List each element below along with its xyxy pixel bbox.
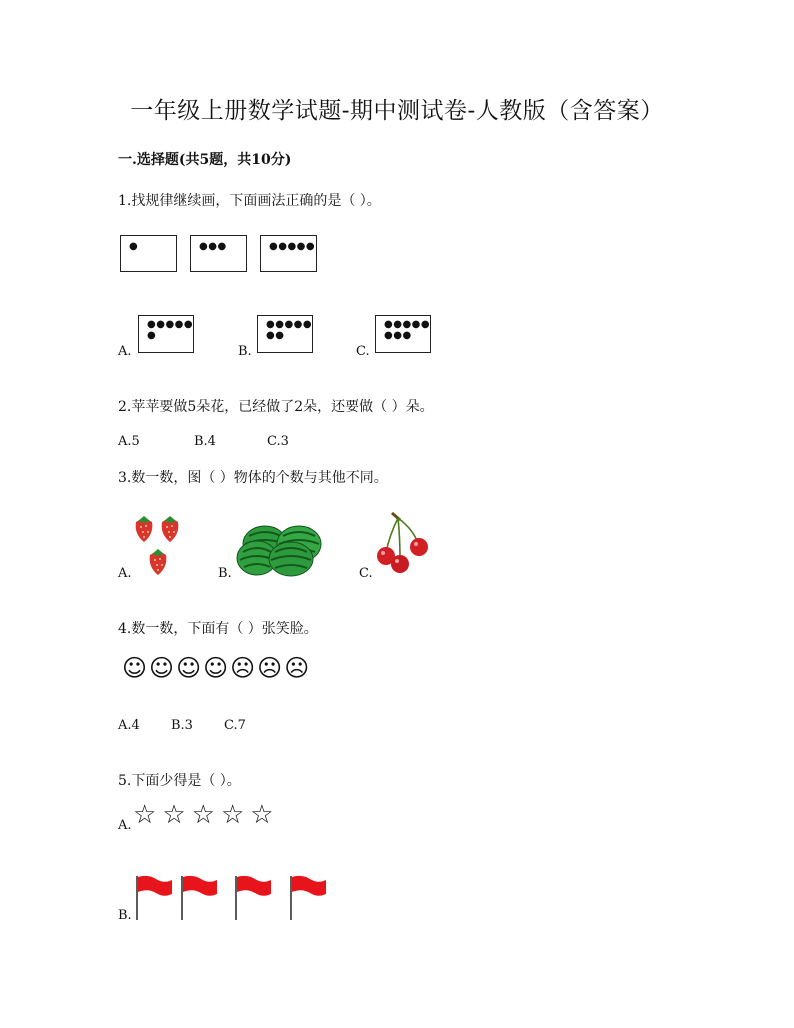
- q3-option-b-label[interactable]: B.: [218, 566, 232, 581]
- strawberry-icon: [162, 516, 179, 542]
- pattern-box-2: [190, 235, 247, 272]
- red-flag-icon: [137, 876, 172, 920]
- cherry-icon: [410, 538, 428, 556]
- q3-option-b-watermelons[interactable]: [235, 522, 329, 578]
- smiley-face-icon: ☺: [122, 654, 150, 682]
- q1-option-a-row2: ●: [147, 330, 157, 341]
- q4-option-b[interactable]: B.3: [171, 718, 193, 733]
- question-5-stem: 5.下面少得是（ ）。: [118, 773, 241, 789]
- red-flag-icon: [291, 876, 326, 920]
- pattern-box-3: [260, 235, 317, 272]
- strawberry-icon: [136, 516, 153, 542]
- q4-faces-row: [122, 654, 311, 682]
- q5-option-a-label[interactable]: A.: [118, 818, 132, 833]
- star-outline-icon: ☆: [250, 800, 280, 830]
- cherry-icon: [391, 555, 409, 573]
- pattern-dots-1: ●: [129, 241, 139, 252]
- q1-option-c-row1: ●●●●●: [384, 319, 431, 330]
- frowning-face-icon: ☹: [257, 654, 285, 682]
- question-4-stem: 4.数一数，下面有（ ）张笑脸。: [118, 621, 318, 637]
- star-outline-icon: ☆: [220, 800, 251, 830]
- q5-option-b-flags[interactable]: [134, 874, 334, 922]
- frowning-face-icon: ☹: [230, 654, 258, 682]
- star-outline-icon: ☆: [191, 800, 221, 830]
- red-flag-icon: [236, 876, 271, 920]
- q2-option-a[interactable]: A.5: [118, 434, 140, 449]
- section-heading: 一.选择题(共5题，共10分): [118, 152, 292, 168]
- q2-option-c[interactable]: C.3: [267, 434, 289, 449]
- q2-option-b[interactable]: B.4: [194, 434, 216, 449]
- question-3-stem: 3.数一数，图（ ）物体的个数与其他不同。: [118, 470, 388, 486]
- q3-option-a-strawberries[interactable]: [132, 512, 188, 578]
- q1-option-b-row1: ●●●●●: [266, 319, 313, 330]
- pattern-dots-3: ●●●●●: [269, 241, 316, 252]
- star-outline-icon: ☆: [162, 800, 192, 830]
- q3-option-c-cherries[interactable]: [374, 510, 434, 576]
- q1-option-a-label[interactable]: A.: [118, 344, 132, 359]
- smiley-face-icon: ☺: [203, 654, 231, 682]
- q1-option-c-label[interactable]: C.: [356, 344, 370, 359]
- question-1-stem: 1.找规律继续画，下面画法正确的是（ ）。: [118, 193, 381, 209]
- q3-option-a-label[interactable]: A.: [118, 566, 132, 581]
- strawberry-icon: [150, 549, 167, 575]
- q1-option-a-row1: ●●●●●: [147, 319, 194, 330]
- q1-option-c-row2: ●●●: [384, 330, 412, 341]
- q1-option-b-box[interactable]: [257, 315, 313, 353]
- red-flag-icon: [182, 876, 217, 920]
- q3-option-c-label[interactable]: C.: [359, 566, 373, 581]
- page-title: 一年级上册数学试题-期中测试卷-人教版（含答案）: [130, 98, 664, 124]
- q5-option-a-stars[interactable]: [133, 800, 280, 830]
- smiley-face-icon: ☺: [176, 654, 204, 682]
- q5-option-b-label[interactable]: B.: [118, 908, 132, 923]
- q1-option-c-box[interactable]: [375, 315, 431, 353]
- pattern-dots-2: ●●●: [199, 241, 227, 252]
- smiley-face-icon: ☺: [149, 654, 177, 682]
- star-outline-icon: ☆: [133, 800, 163, 830]
- q4-option-c[interactable]: C.7: [224, 718, 246, 733]
- q4-option-a[interactable]: A.4: [118, 718, 140, 733]
- question-2-stem: 2.苹苹要做5朵花，已经做了2朵，还要做（ ）朵。: [118, 399, 434, 415]
- q1-option-b-label[interactable]: B.: [238, 344, 252, 359]
- q1-option-a-box[interactable]: [138, 315, 194, 353]
- watermelon-icon: [269, 542, 313, 576]
- q1-option-b-row2: ●●: [266, 330, 285, 341]
- frowning-face-icon: ☹: [284, 654, 312, 682]
- pattern-box-1: [120, 235, 177, 272]
